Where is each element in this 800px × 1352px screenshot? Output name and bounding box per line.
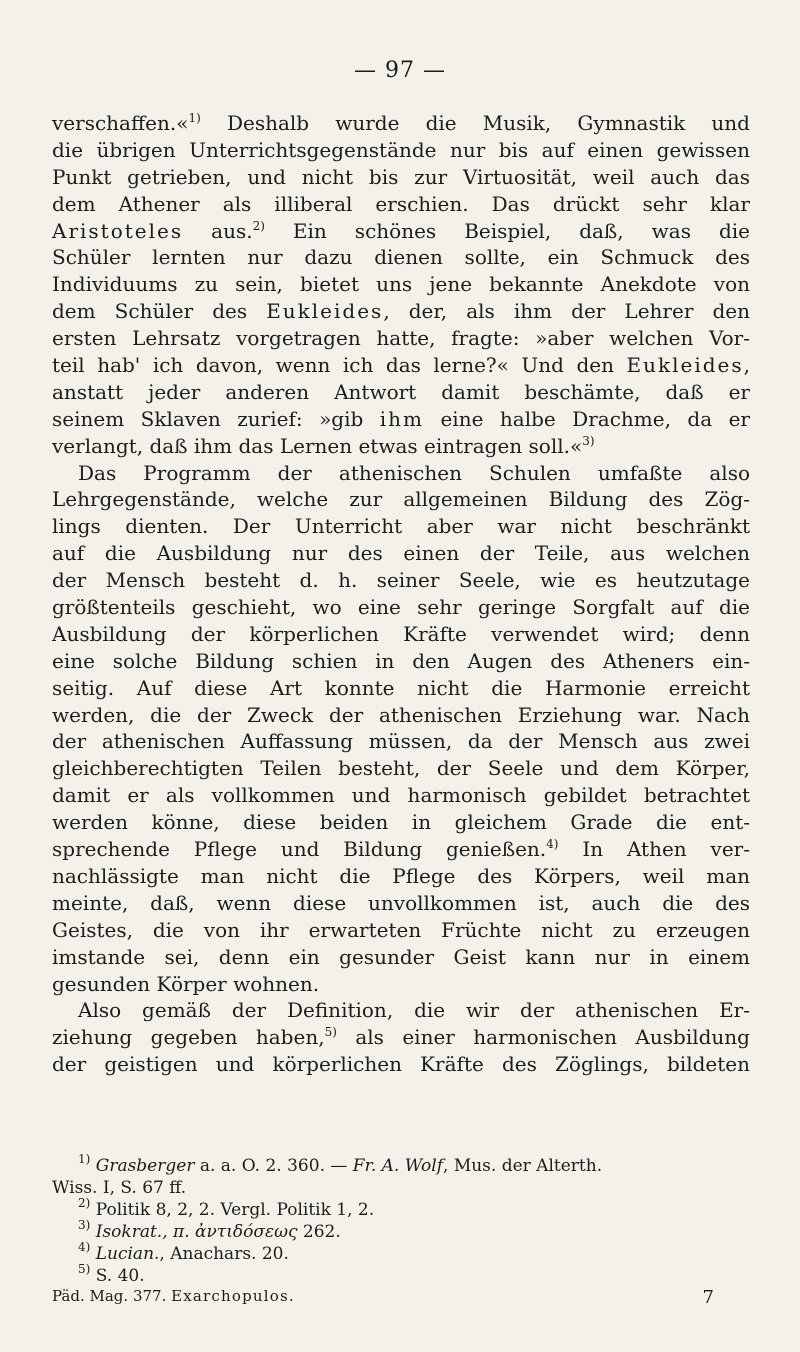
text-line: dem Athener als illiberal erschien. Das drückt sehr klar	[52, 191, 750, 216]
text-line: Ausbildung der körperlichen Kräfte verwendet wird; denn	[52, 621, 750, 646]
footnote-ref: 5)	[324, 1025, 337, 1040]
footnote-ref: 3)	[582, 433, 595, 448]
text-line: Punkt getrieben, und nicht bis zur Virtuosität, weil auch das	[52, 164, 750, 189]
text-line: größtenteils geschieht, wo eine sehr geringe Sorgfalt auf die	[52, 595, 750, 620]
text-line: sprechende Pflege und Bildung genießen.$^{4)}$ In Athen ver-	[52, 837, 750, 862]
text-line: anstatt jeder anderen Antwort damit beschämte, daß er	[52, 379, 750, 404]
text-line: lings dienten. Der Unterricht aber war nicht beschränkt	[52, 514, 750, 539]
footnote-2: $^{2)}$ Politik 8, 2, 2. Vergl. Politik 1, 2.	[78, 1196, 375, 1220]
text-line: seitig. Auf diese Art konnte nicht die Harmonie erreicht	[52, 675, 750, 700]
body-text	[52, 110, 750, 1078]
text-line: nachlässigte man nicht die Pflege des Körpers, weil man	[52, 863, 750, 888]
text-line: damit er als vollkommen und harmonisch gebildet betrachtet	[52, 783, 750, 808]
person-name: Eukleides	[626, 353, 744, 378]
footnote-4: $^{4)}$ Lucian., Anachars. 20.	[78, 1240, 289, 1264]
footnote-1-continued: Wiss. I, S. 67 ff.	[52, 1178, 187, 1198]
person-name: Aristoteles	[52, 218, 184, 243]
text-line: dem Schüler des Eukleides, der, als ihm der Lehrer den	[52, 299, 750, 324]
text-line: Schüler lernten nur dazu dienen sollte, ein Schmuck des	[52, 245, 750, 270]
emphasis: ihm	[379, 406, 425, 431]
text-line: seinem Sklaven zurief: »gib ihm eine halbe Drachme, da er	[52, 406, 750, 431]
footnote-ref: 4)	[546, 837, 559, 852]
footnote-ref: 2)	[252, 218, 265, 233]
text-line: der geistigen und körperlichen Kräfte des Zöglings, bildeten	[52, 1052, 750, 1077]
text-line: eine solche Bildung schien in den Augen des Atheners ein-	[52, 648, 750, 673]
text-line: ersten Lehrsatz vorgetragen hatte, fragte: »aber welchen Vor-	[52, 326, 750, 351]
text-line: verlangt, daß ihm das Lernen etwas eintragen soll.«$^{3)}$	[52, 433, 595, 458]
text-line: meinte, daß, wenn diese unvollkommen ist, auch die des	[52, 890, 750, 915]
text-line: der athenischen Auffassung müssen, da der Mensch aus zwei	[52, 729, 750, 754]
text-line: Geistes, die von ihr erwarteten Früchte nicht zu erzeugen	[52, 917, 750, 942]
text-line: Also gemäß der Definition, die wir der athenischen Er-	[78, 998, 750, 1023]
signature-sheet-number: 7	[702, 1287, 714, 1308]
text-line: die übrigen Unterrichtsgegenstände nur bis auf einen gewissen	[52, 137, 750, 162]
text-line: teil hab' ich davon, wenn ich das lerne?« Und den Eukleides,	[52, 353, 750, 378]
text-line: Aristoteles aus.$^{2)}$ Ein schönes Beispiel, daß, was die	[52, 218, 750, 243]
footnote-1: $^{1)}$ Grasberger a. a. O. 2. 360. — Fr. A. Wolf, Mus. der Alterth.	[78, 1152, 603, 1176]
text-line: gleichberechtigten Teilen besteht, der Seele und dem Körper,	[52, 756, 750, 781]
footnote-3: $^{3)}$ Isokrat., π. ἀντιδόσεως 262.	[78, 1218, 341, 1242]
text-line: der Mensch besteht d. h. seiner Seele, wie es heutzutage	[52, 568, 750, 593]
text-line: gesunden Körper wohnen.	[52, 971, 320, 996]
footnote-ref: 1)	[188, 111, 201, 125]
text-line: Lehrgegenstände, welche zur allgemeinen Bildung des Zög-	[52, 487, 750, 512]
footnote-5: $^{5)}$ S. 40.	[78, 1262, 145, 1286]
text-line: imstande sei, denn ein gesunder Geist kann nur in einem	[52, 944, 750, 969]
footnotes	[52, 1152, 750, 1287]
printer-signature	[52, 1287, 750, 1308]
person-name: Eukleides	[266, 299, 384, 324]
text-line: werden, die der Zweck der athenischen Erziehung war. Nach	[52, 702, 750, 727]
signature-left: Päd. Mag. 377. Exarchopulos.	[52, 1287, 294, 1305]
text-line: auf die Ausbildung nur des einen der Teile, aus welchen	[52, 541, 750, 566]
text-line: ziehung gegeben haben,$^{5)}$ als einer harmonischen Ausbildung	[52, 1025, 750, 1050]
text-line: Das Programm der athenischen Schulen umfaßte also	[78, 460, 750, 485]
text-line: verschaffen.«$^{1)}$ Deshalb wurde die Musik, Gymnastik und	[52, 111, 750, 135]
text-line: werden könne, diese beiden in gleichem Grade die ent-	[52, 810, 750, 835]
page-number: — 97 —	[354, 58, 446, 83]
text-line: Individuums zu sein, bietet uns jene bekannte Anekdote von	[52, 272, 750, 297]
